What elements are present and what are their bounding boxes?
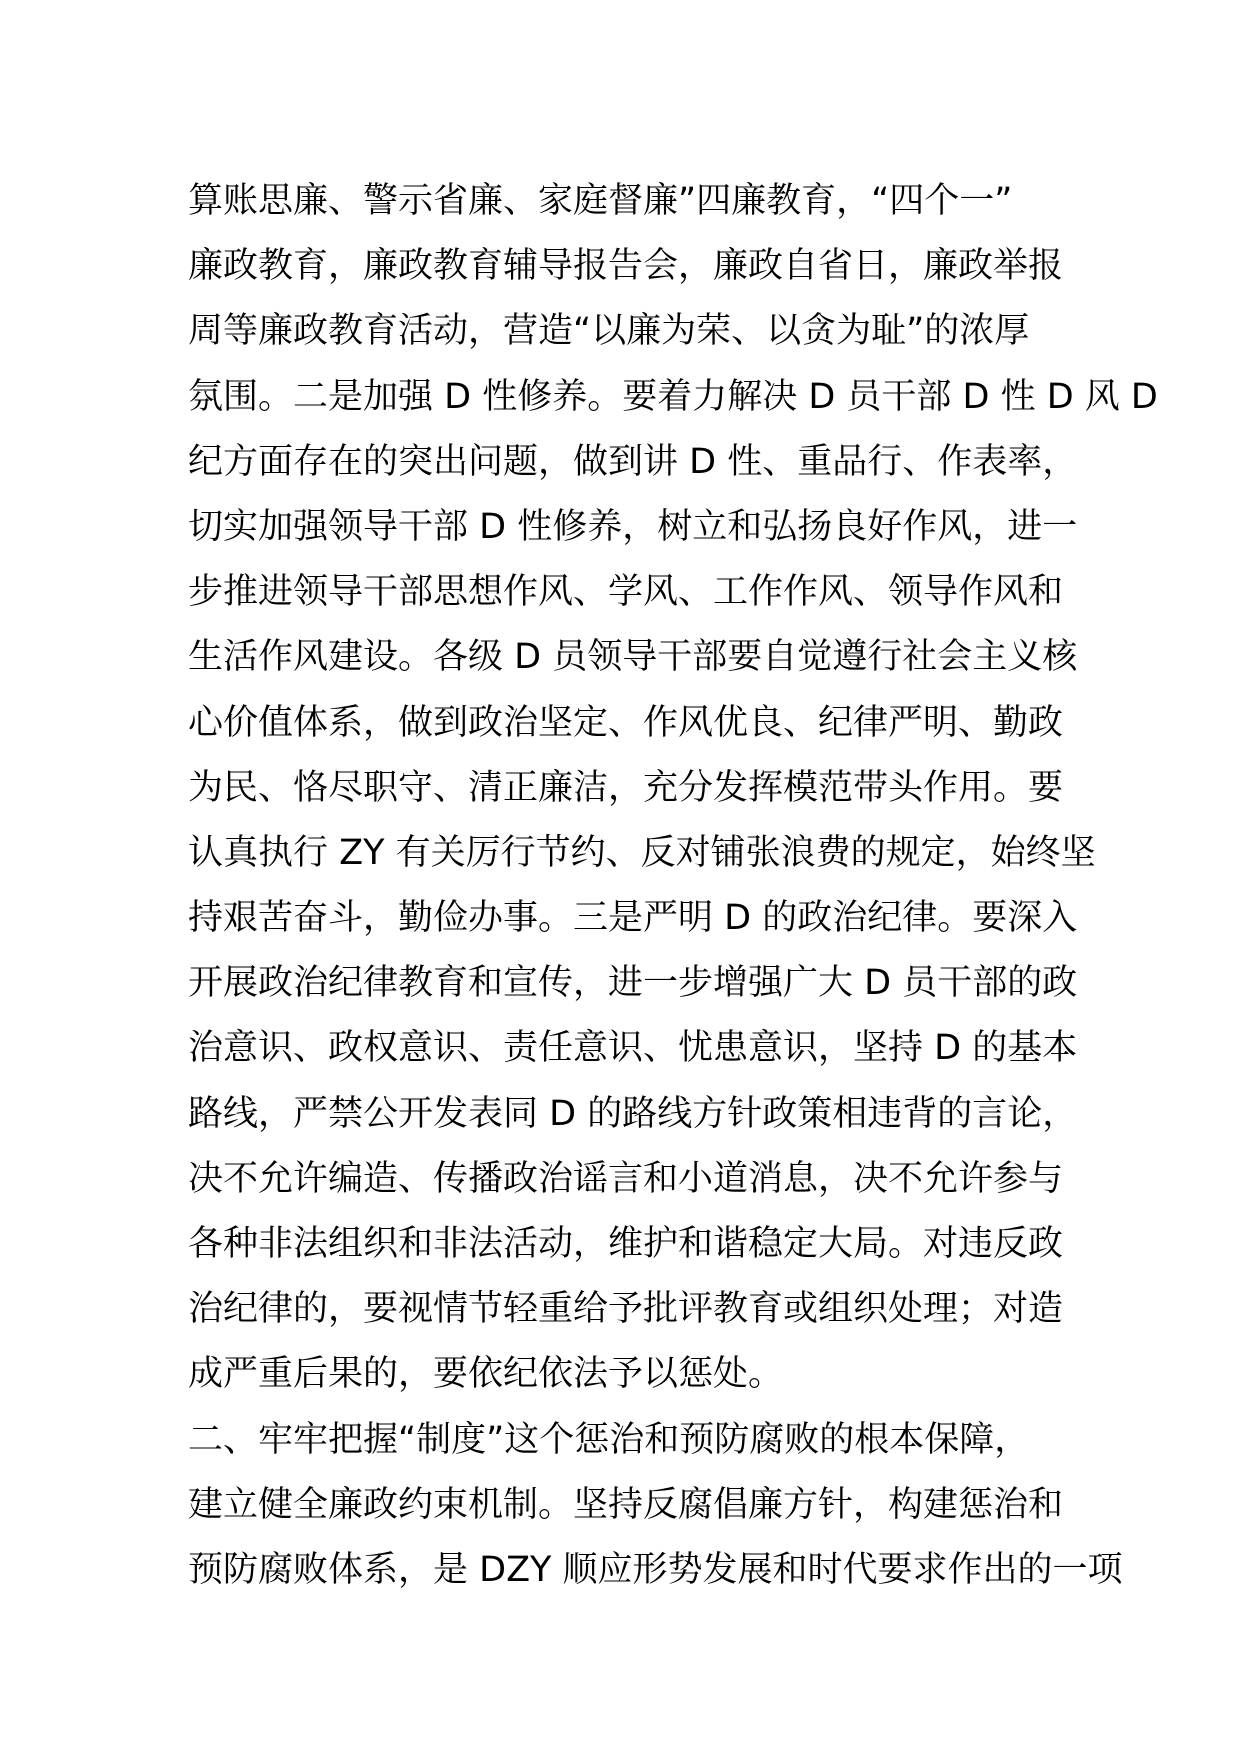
text-line: 预防腐败体系，是 DZY 顺应形势发展和时代要求作出的一项 — [188, 1549, 1123, 1590]
text-line: 周等廉政教育活动，营造“以廉为荣、以贪为耻”的浓厚 — [188, 311, 1030, 352]
text-line: 廉政教育，廉政教育辅导报告会，廉政自省日，廉政举报 — [188, 246, 1064, 287]
text-line: 成严重后果的，要依纪依法予以惩处。 — [188, 1354, 784, 1395]
section-heading-line: 二、牢牢把握“制度”这个惩治和预防腐败的根本保障， — [188, 1419, 1030, 1460]
body-text — [188, 169, 1158, 1603]
text-line: 持艰苦奋斗，勤俭办事。三是严明 D 的政治纪律。要深入 — [188, 898, 1078, 939]
text-line: 治纪律的，要视情节轻重给予批评教育或组织处理；对造 — [188, 1289, 1064, 1330]
text-line: 开展政治纪律教育和宣传，进一步增强广大 D 员干部的政 — [188, 963, 1078, 1004]
text-line: 各种非法组织和非法活动，维护和谐稳定大局。对违反政 — [188, 1224, 1064, 1264]
text-line: 心价值体系，做到政治坚定、作风优良、纪律严明、勤政 — [188, 702, 1064, 743]
text-line: 治意识、政权意识、责任意识、忧患意识，坚持 D 的基本 — [188, 1028, 1078, 1069]
text-line: 决不允许编造、传播政治谣言和小道消息，决不允许参与 — [188, 1158, 1064, 1199]
text-line: 切实加强领导干部 D 性修养，树立和弘扬良好作风，进一 — [188, 506, 1078, 547]
text-line: 生活作风建设。各级 D 员领导干部要自觉遵行社会主义核 — [188, 637, 1078, 678]
text-line: 氛围。二是加强 D 性修养。要着力解决 D 员干部 D 性 D 风 D — [188, 376, 1158, 417]
text-line: 为民、恪尽职守、清正廉洁，充分发挥模范带头作用。要 — [188, 767, 1064, 808]
text-line: 步推进领导干部思想作风、学风、工作作风、领导作风和 — [188, 572, 1064, 613]
text-line: 认真执行 ZY 有关厉行节约、反对铺张浪费的规定，始终坚 — [188, 832, 1096, 873]
text-line: 纪方面存在的突出问题，做到讲 D 性、重品行、作表率， — [188, 441, 1078, 482]
text-line: 路线，严禁公开发表同 D 的路线方针政策相违背的言论， — [188, 1093, 1078, 1134]
text-line: 算账思廉、警示省廉、家庭督廉”四廉教育，“四个一” — [188, 181, 1013, 221]
text-line: 建立健全廉政约束机制。坚持反腐倡廉方针，构建惩治和 — [188, 1484, 1064, 1525]
